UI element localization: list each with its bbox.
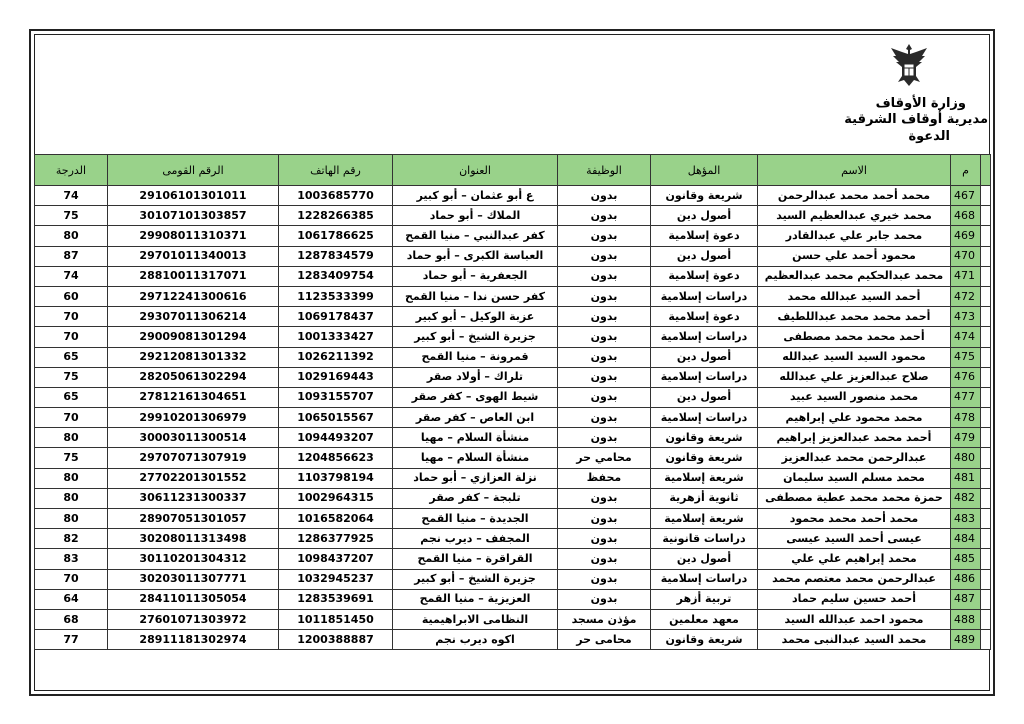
table-row <box>35 448 991 468</box>
table-row <box>35 387 991 407</box>
row-number: 483 <box>951 509 981 529</box>
cell-job: بدون <box>558 549 651 569</box>
table-row <box>35 428 991 448</box>
cell-address: العزيزية – منيا القمح <box>393 589 558 609</box>
cell-job: بدون <box>558 246 651 266</box>
cell-qualification: دعوة إسلامية <box>651 266 758 286</box>
cell-job: بدون <box>558 307 651 327</box>
cell-name: محمد محمود علي إبراهيم <box>758 408 951 428</box>
cell-qualification: تربية أزهر <box>651 589 758 609</box>
cell-grade: 74 <box>35 186 108 206</box>
header-name: الاسم <box>758 155 951 186</box>
cell-phone: 1093155707 <box>279 387 393 407</box>
cell-phone: 1283409754 <box>279 266 393 286</box>
row-number: 475 <box>951 347 981 367</box>
cell-national-id: 27702201301552 <box>108 468 279 488</box>
directorate-title: مديرية أوقاف الشرقية <box>844 112 988 127</box>
cell-grade: 64 <box>35 589 108 609</box>
table-row <box>35 488 991 508</box>
cell-qualification: دراسات إسلامية <box>651 327 758 347</box>
cell-address: عزبة الوكيل – أبو كبير <box>393 307 558 327</box>
cell-job: بدون <box>558 509 651 529</box>
row-spacer <box>981 549 991 569</box>
cell-qualification: دراسات إسلامية <box>651 367 758 387</box>
table-row <box>35 246 991 266</box>
cell-national-id: 29212081301332 <box>108 347 279 367</box>
row-number: 472 <box>951 286 981 306</box>
cell-address: كفر حسن ندا – منيا القمح <box>393 286 558 306</box>
cell-address: كفر عبدالنبي – منيا القمح <box>393 226 558 246</box>
row-spacer <box>981 286 991 306</box>
cell-address: جزيرة الشيخ – أبو كبير <box>393 327 558 347</box>
employee-table <box>34 154 991 650</box>
cell-name: محمد إبراهيم علي علي <box>758 549 951 569</box>
cell-phone: 1098437207 <box>279 549 393 569</box>
table-body <box>35 186 991 650</box>
cell-job: بدون <box>558 367 651 387</box>
cell-name: عبدالرحمن محمد عبدالعزيز <box>758 448 951 468</box>
row-number: 473 <box>951 307 981 327</box>
row-spacer <box>981 569 991 589</box>
cell-qualification: دراسات قانونية <box>651 529 758 549</box>
cell-phone: 1200388887 <box>279 630 393 650</box>
cell-phone: 1032945237 <box>279 569 393 589</box>
table-row <box>35 569 991 589</box>
row-spacer <box>981 529 991 549</box>
table-row <box>35 307 991 327</box>
cell-phone: 1061786625 <box>279 226 393 246</box>
cell-phone: 1228266385 <box>279 206 393 226</box>
row-number: 476 <box>951 367 981 387</box>
cell-job: بدون <box>558 387 651 407</box>
cell-national-id: 30611231300337 <box>108 488 279 508</box>
row-number: 471 <box>951 266 981 286</box>
row-number: 482 <box>951 488 981 508</box>
cell-qualification: شريعة إسلامية <box>651 509 758 529</box>
cell-phone: 1069178437 <box>279 307 393 327</box>
cell-grade: 75 <box>35 448 108 468</box>
table-row <box>35 286 991 306</box>
cell-national-id: 30107101303857 <box>108 206 279 226</box>
cell-grade: 65 <box>35 387 108 407</box>
cell-phone: 1003685770 <box>279 186 393 206</box>
cell-name: محمد عبدالحكيم محمد عبدالعظيم <box>758 266 951 286</box>
cell-qualification: شريعة وقانون <box>651 630 758 650</box>
cell-phone: 1123533399 <box>279 286 393 306</box>
cell-national-id: 30110201304312 <box>108 549 279 569</box>
cell-qualification: شريعة إسلامية <box>651 468 758 488</box>
cell-job: بدون <box>558 286 651 306</box>
row-number: 488 <box>951 609 981 629</box>
row-number: 485 <box>951 549 981 569</box>
row-number: 487 <box>951 589 981 609</box>
cell-qualification: معهد معلمين <box>651 609 758 629</box>
table-row <box>35 186 991 206</box>
cell-qualification: دراسات إسلامية <box>651 286 758 306</box>
row-spacer <box>981 488 991 508</box>
row-spacer <box>981 509 991 529</box>
row-number: 474 <box>951 327 981 347</box>
cell-national-id: 28911181302974 <box>108 630 279 650</box>
row-number: 468 <box>951 206 981 226</box>
cell-job: بدون <box>558 428 651 448</box>
row-number: 470 <box>951 246 981 266</box>
cell-name: أحمد محمد محمد عبداللطيف <box>758 307 951 327</box>
cell-name: أحمد محمد محمد مصطفى <box>758 327 951 347</box>
cell-phone: 1103798194 <box>279 468 393 488</box>
cell-job: محامى حر <box>558 630 651 650</box>
cell-address: منشأة السلام – مهيا <box>393 448 558 468</box>
cell-phone: 1011851450 <box>279 609 393 629</box>
header-qualification: المؤهل <box>651 155 758 186</box>
cell-address: قمرونة – منيا القمح <box>393 347 558 367</box>
cell-grade: 70 <box>35 327 108 347</box>
cell-national-id: 30208011313498 <box>108 529 279 549</box>
row-spacer <box>981 468 991 488</box>
cell-name: محمود احمد عبدالله السيد <box>758 609 951 629</box>
row-number: 484 <box>951 529 981 549</box>
row-number: 489 <box>951 630 981 650</box>
cell-qualification: دراسات إسلامية <box>651 569 758 589</box>
table-row <box>35 609 991 629</box>
row-spacer <box>981 589 991 609</box>
cell-national-id: 28205061302294 <box>108 367 279 387</box>
cell-grade: 77 <box>35 630 108 650</box>
cell-name: محمد منصور السيد عبيد <box>758 387 951 407</box>
cell-name: عيسى أحمد السيد عيسى <box>758 529 951 549</box>
cell-grade: 83 <box>35 549 108 569</box>
cell-qualification: دراسات إسلامية <box>651 408 758 428</box>
cell-phone: 1002964315 <box>279 488 393 508</box>
cell-name: محمد أحمد محمد عبدالرحمن <box>758 186 951 206</box>
cell-grade: 60 <box>35 286 108 306</box>
cell-grade: 87 <box>35 246 108 266</box>
cell-national-id: 30003011300514 <box>108 428 279 448</box>
cell-job: بدون <box>558 206 651 226</box>
cell-address: نزلة العزازي – أبو حماد <box>393 468 558 488</box>
cell-grade: 80 <box>35 428 108 448</box>
cell-grade: 75 <box>35 367 108 387</box>
cell-job: بدون <box>558 266 651 286</box>
cell-grade: 75 <box>35 206 108 226</box>
cell-phone: 1094493207 <box>279 428 393 448</box>
row-spacer <box>981 307 991 327</box>
row-spacer <box>981 246 991 266</box>
cell-grade: 70 <box>35 307 108 327</box>
table-row <box>35 347 991 367</box>
cell-qualification: شريعة وقانون <box>651 186 758 206</box>
cell-national-id: 27601071303972 <box>108 609 279 629</box>
cell-address: منشأة السلام – مهيا <box>393 428 558 448</box>
cell-job: بدون <box>558 347 651 367</box>
cell-job: بدون <box>558 226 651 246</box>
cell-national-id: 28810011317071 <box>108 266 279 286</box>
table-row <box>35 468 991 488</box>
cell-qualification: أصول دين <box>651 347 758 367</box>
row-spacer <box>981 186 991 206</box>
row-spacer <box>981 347 991 367</box>
cell-national-id: 29910201306979 <box>108 408 279 428</box>
cell-qualification: دعوة إسلامية <box>651 226 758 246</box>
cell-phone: 1001333427 <box>279 327 393 347</box>
cell-address: ابن العاص – كفر صقر <box>393 408 558 428</box>
row-spacer <box>981 428 991 448</box>
cell-grade: 82 <box>35 529 108 549</box>
row-number: 477 <box>951 387 981 407</box>
header-spacer <box>981 155 991 186</box>
row-number: 479 <box>951 428 981 448</box>
cell-qualification: أصول دين <box>651 387 758 407</box>
cell-job: بدون <box>558 529 651 549</box>
cell-national-id: 29009081301294 <box>108 327 279 347</box>
cell-national-id: 28907051301057 <box>108 509 279 529</box>
cell-address: تلبجة – كفر صقر <box>393 488 558 508</box>
cell-qualification: شريعة وقانون <box>651 448 758 468</box>
cell-job: مؤذن مسجد <box>558 609 651 629</box>
cell-address: المجفف – ديرب نجم <box>393 529 558 549</box>
cell-national-id: 29307011306214 <box>108 307 279 327</box>
table-row <box>35 408 991 428</box>
table-header-row <box>35 155 991 186</box>
row-spacer <box>981 408 991 428</box>
cell-qualification: أصول دين <box>651 246 758 266</box>
cell-job: بدون <box>558 569 651 589</box>
header-national-id: الرقم القومى <box>108 155 279 186</box>
row-spacer <box>981 367 991 387</box>
table-row <box>35 327 991 347</box>
cell-grade: 80 <box>35 488 108 508</box>
cell-job: بدون <box>558 186 651 206</box>
cell-national-id: 29701011340013 <box>108 246 279 266</box>
cell-job: محامي حر <box>558 448 651 468</box>
row-spacer <box>981 206 991 226</box>
row-spacer <box>981 266 991 286</box>
table-row <box>35 226 991 246</box>
cell-qualification: شريعة وقانون <box>651 428 758 448</box>
cell-address: النظامى الابراهيمية <box>393 609 558 629</box>
row-number: 480 <box>951 448 981 468</box>
cell-address: اكوه ديرب نجم <box>393 630 558 650</box>
cell-grade: 65 <box>35 347 108 367</box>
cell-address: جزيرة الشيخ – أبو كبير <box>393 569 558 589</box>
cell-name: محمود السيد السيد عبدالله <box>758 347 951 367</box>
cell-phone: 1286377925 <box>279 529 393 549</box>
cell-name: أحمد محمد عبدالعزيز إبراهيم <box>758 428 951 448</box>
cell-national-id: 29712241300616 <box>108 286 279 306</box>
cell-address: القراقرة – منيا القمح <box>393 549 558 569</box>
cell-phone: 1287834579 <box>279 246 393 266</box>
cell-address: العباسة الكبرى – أبو حماد <box>393 246 558 266</box>
row-number: 481 <box>951 468 981 488</box>
cell-national-id: 27812161304651 <box>108 387 279 407</box>
header-num: م <box>951 155 981 186</box>
cell-address: ع أبو عثمان – أبو كبير <box>393 186 558 206</box>
cell-name: محمد خيري عبدالعظيم السيد <box>758 206 951 226</box>
cell-name: أحمد السيد عبدالله محمد <box>758 286 951 306</box>
cell-qualification: أصول دين <box>651 206 758 226</box>
cell-name: محمود أحمد علي حسن <box>758 246 951 266</box>
row-spacer <box>981 448 991 468</box>
cell-phone: 1065015567 <box>279 408 393 428</box>
row-spacer <box>981 387 991 407</box>
cell-grade: 70 <box>35 408 108 428</box>
cell-address: شيط الهوى – كفر صقر <box>393 387 558 407</box>
header-grade: الدرجة <box>35 155 108 186</box>
cell-national-id: 29707071307919 <box>108 448 279 468</box>
table-row <box>35 367 991 387</box>
row-spacer <box>981 630 991 650</box>
header-address: العنوان <box>393 155 558 186</box>
cell-job: بدون <box>558 408 651 428</box>
cell-grade: 70 <box>35 569 108 589</box>
cell-address: الملاك – أبو حماد <box>393 206 558 226</box>
row-spacer <box>981 609 991 629</box>
header-job: الوظيفة <box>558 155 651 186</box>
cell-grade: 74 <box>35 266 108 286</box>
cell-phone: 1016582064 <box>279 509 393 529</box>
cell-job: محفظ <box>558 468 651 488</box>
row-number: 478 <box>951 408 981 428</box>
cell-grade: 80 <box>35 468 108 488</box>
cell-grade: 68 <box>35 609 108 629</box>
cell-name: محمد جابر علي عبدالقادر <box>758 226 951 246</box>
cell-national-id: 28411011305054 <box>108 589 279 609</box>
table-row <box>35 630 991 650</box>
cell-national-id: 29908011310371 <box>108 226 279 246</box>
row-spacer <box>981 226 991 246</box>
cell-address: الجعفرية – أبو حماد <box>393 266 558 286</box>
table-row <box>35 266 991 286</box>
row-number: 467 <box>951 186 981 206</box>
cell-address: تلراك – أولاد صقر <box>393 367 558 387</box>
cell-name: عبدالرحمن محمد معتصم محمد <box>758 569 951 589</box>
cell-phone: 1204856623 <box>279 448 393 468</box>
cell-name: صلاح عبدالعزيز علي عبدالله <box>758 367 951 387</box>
cell-name: حمزة محمد محمد عطية مصطفى <box>758 488 951 508</box>
row-spacer <box>981 327 991 347</box>
cell-national-id: 29106101301011 <box>108 186 279 206</box>
cell-qualification: ثانوية أزهرية <box>651 488 758 508</box>
cell-name: محمد أحمد محمد محمود <box>758 509 951 529</box>
table-row <box>35 529 991 549</box>
header-phone: رقم الهاتف <box>279 155 393 186</box>
table-row <box>35 206 991 226</box>
cell-qualification: أصول دين <box>651 549 758 569</box>
cell-qualification: دعوة إسلامية <box>651 307 758 327</box>
table-row <box>35 509 991 529</box>
table-row <box>35 589 991 609</box>
cell-grade: 80 <box>35 226 108 246</box>
cell-phone: 1029169443 <box>279 367 393 387</box>
row-number: 486 <box>951 569 981 589</box>
cell-job: بدون <box>558 488 651 508</box>
cell-address: الجديدة – منيا القمح <box>393 509 558 529</box>
cell-name: أحمد حسين سليم حماد <box>758 589 951 609</box>
cell-job: بدون <box>558 589 651 609</box>
cell-phone: 1026211392 <box>279 347 393 367</box>
cell-job: بدون <box>558 327 651 347</box>
row-number: 469 <box>951 226 981 246</box>
cell-national-id: 30203011307771 <box>108 569 279 589</box>
department-title: الدعوة <box>908 129 950 144</box>
cell-name: محمد السيد عبدالنبى محمد <box>758 630 951 650</box>
cell-phone: 1283539691 <box>279 589 393 609</box>
table-row <box>35 549 991 569</box>
cell-grade: 80 <box>35 509 108 529</box>
ministry-title: وزارة الأوقاف <box>875 96 966 111</box>
cell-name: محمد مسلم السيد سليمان <box>758 468 951 488</box>
eagle-emblem-icon <box>889 42 929 88</box>
